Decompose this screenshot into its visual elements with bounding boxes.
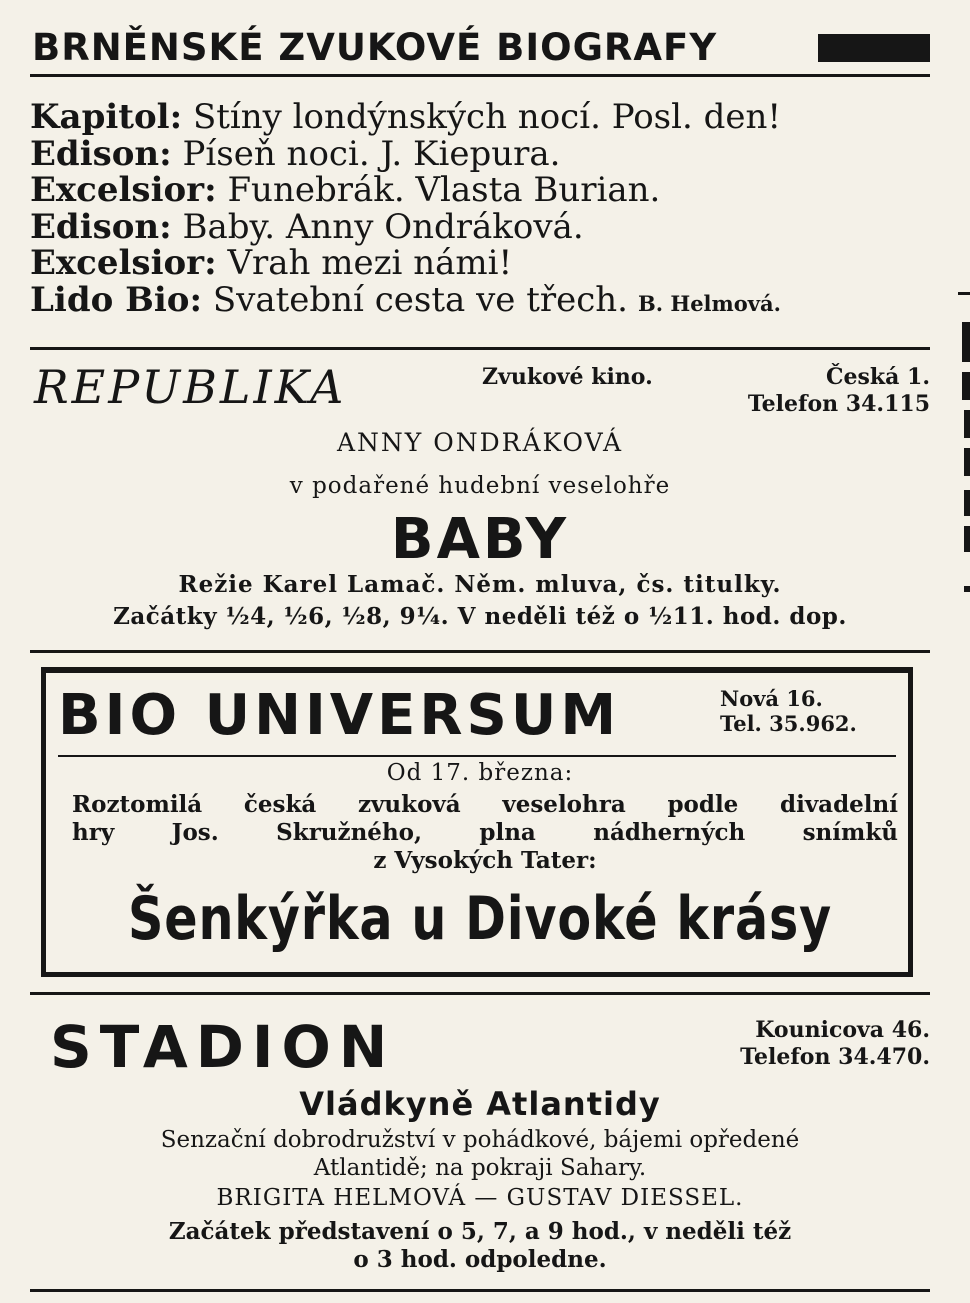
universum-name: BIO UNIVERSUM <box>58 683 621 748</box>
section-rule <box>30 650 930 653</box>
stadion-name: STADION <box>50 1013 396 1081</box>
listing-item <box>30 245 930 282</box>
listing-text: Svatební cesta ve třech. <box>212 279 628 320</box>
adjacent-column-fragment <box>958 292 970 295</box>
listing-venue: Excelsior: <box>30 243 217 283</box>
listing-venue: Edison: <box>30 206 172 247</box>
stadion-showtimes <box>30 1218 930 1274</box>
listing-item <box>30 279 930 320</box>
adjacent-column-fragment <box>964 490 970 516</box>
stadion-times-line: Začátek představení o 5, 7, a 9 hod., v neděli též <box>168 1218 792 1245</box>
adjacent-column-fragment <box>962 322 970 362</box>
header-rule <box>30 74 930 77</box>
stadion-stars: BRIGITA HELMOVÁ — GUSTAV DIESSEL. <box>216 1185 744 1211</box>
universum-description <box>72 791 898 875</box>
universum-film-title: Šenkýřka u Divoké krásy <box>128 884 832 954</box>
universum-desc-line: hry Jos. Skružného, plna nádherných snímků <box>72 819 898 846</box>
adjacent-column-fragment <box>964 586 970 592</box>
universum-desc-line: z Vysokých Tater: <box>373 847 597 874</box>
universum-desc-line: Roztomilá česká zvuková veselohra podle divadelní <box>72 791 898 818</box>
universum-inner-rule <box>58 755 896 757</box>
stadion-description <box>30 1126 930 1182</box>
listing-text: Baby. Anny Ondráková. <box>182 206 584 247</box>
listing-item <box>30 133 930 174</box>
section-rule <box>30 347 930 350</box>
column-header <box>30 24 930 74</box>
listing-venue: Lido Bio: <box>30 279 202 320</box>
adjacent-column-fragment <box>964 526 970 552</box>
section-rule <box>30 992 930 995</box>
republika-type: Zvukové kino. <box>482 364 653 390</box>
republika-description: v podařené hudební veselohře <box>289 473 671 499</box>
listing-text: Stíny londýnských nocí. Posl. den! <box>192 97 782 137</box>
listing-text: Píseň noci. J. Kiepura. <box>182 133 561 174</box>
stadion-desc-line: Senzační dobrodružství v pohádkové, bájemi opředené <box>160 1127 800 1153</box>
header-bar <box>818 34 930 62</box>
republika-credits: Režie Karel Lamač. Něm. mluva, čs. titulky. <box>178 571 782 598</box>
adjacent-column-fragment <box>964 448 970 476</box>
stadion-times-line: o 3 hod. odpoledne. <box>353 1246 607 1273</box>
section-rule <box>30 1289 930 1292</box>
universum-address <box>720 686 857 736</box>
adjacent-column-fragment <box>964 410 970 438</box>
listing-item <box>30 206 930 247</box>
listing-item <box>30 172 930 209</box>
republika-star: ANNY ONDRÁKOVÁ <box>336 428 624 457</box>
republika-name: REPUBLIKA <box>34 360 347 414</box>
listing-extra: B. Helmová. <box>637 290 781 316</box>
listing-text: Vrah mezi námi! <box>227 243 513 283</box>
republika-phone: Telefon 34.115 <box>747 391 930 417</box>
stadion-phone: Telefon 34.470. <box>740 1044 930 1070</box>
stadion-street: Kounicova 46. <box>755 1017 930 1043</box>
universum-date: Od 17. března: <box>386 760 574 786</box>
listing-venue: Excelsior: <box>30 170 217 210</box>
stadion-desc-line: Atlantidě; na pokraji Sahary. <box>313 1155 647 1181</box>
universum-street: Nová 16. <box>720 686 823 711</box>
stadion-address <box>650 1017 930 1071</box>
listing-text: Funebrák. Vlasta Burian. <box>227 170 661 210</box>
listings <box>30 99 930 318</box>
listing-venue: Kapitol: <box>30 97 183 137</box>
universum-phone: Tel. 35.962. <box>720 711 857 736</box>
adjacent-column-fragment <box>962 372 970 400</box>
listing-item <box>30 99 930 136</box>
header-title: BRNĚNSKÉ ZVUKOVÉ BIOGRAFY <box>32 26 718 69</box>
republika-film-title: BABY <box>390 507 570 572</box>
republika-showtimes: Začátky ½4, ½6, ½8, 9¼. V neděli též o ½11. hod. dop. <box>113 603 847 630</box>
republika-address <box>470 364 930 418</box>
republika-street: Česká 1. <box>825 364 930 390</box>
listing-venue: Edison: <box>30 133 172 174</box>
stadion-film-title: Vládkyně Atlantidy <box>299 1085 661 1123</box>
